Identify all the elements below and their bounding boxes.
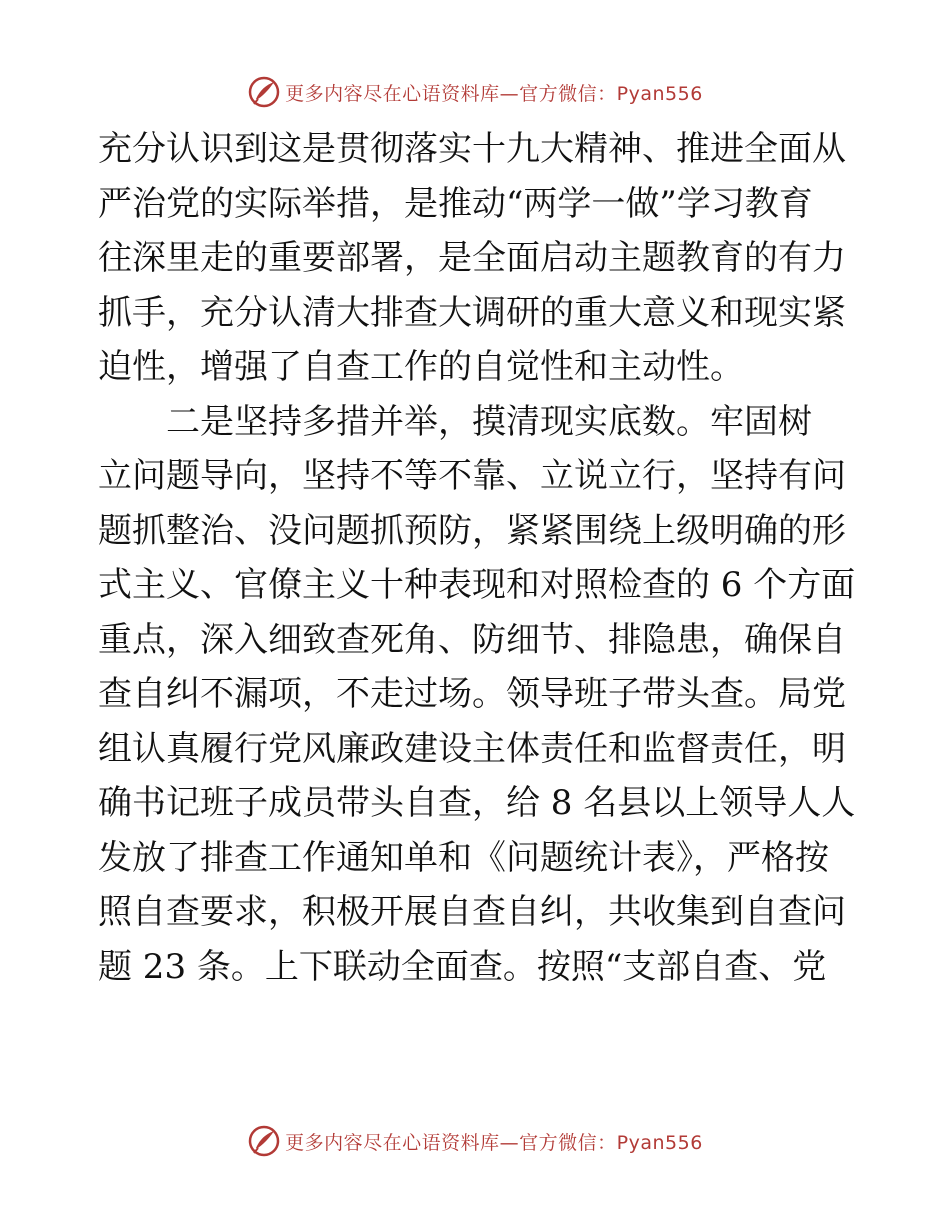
paragraph-2-line: 组认真履行党风廉政建设主体责任和监督责任，明	[98, 728, 846, 769]
paragraph-1-line: 往深里走的重要部署，是全面启动主题教育的有力	[98, 238, 846, 278]
paragraph-2-line: 式主义、官僚主义十种表现和对照检查的 6 个方面	[98, 565, 856, 605]
paragraph-2-line: 重点，深入细致查死角、防细节、排隐患，确保自	[98, 619, 846, 660]
paragraph-1-line: 严治党的实际举措，是推动“两学一做”学习教育	[98, 183, 813, 224]
paragraph-2-line: 立问题导向，坚持不等不靠、立说立行，坚持有问	[98, 456, 846, 496]
paragraph-2-line: 照自查要求，积极开展自查自纠，共收集到自查问	[98, 892, 846, 932]
paragraph-2-line: 题 23 条。上下联动全面查。按照“支部自查、党	[98, 946, 827, 987]
paragraph-2-line: 二是坚持多措并举，摸清现实底数。牢固树	[166, 401, 812, 442]
paragraph-2-line: 发放了排查工作通知单和《问题统计表》，严格按	[98, 837, 829, 878]
paragraph-1-line: 迫性，增强了自查工作的自觉性和主动性。	[98, 347, 744, 387]
watermark-text: 更多内容尽在心语资料库—官方微信：Pyan556	[285, 82, 703, 105]
feather-pen-logo-icon	[247, 1124, 281, 1158]
paragraph-2-line: 题抓整治、没问题抓预防，紧紧围绕上级明确的形	[98, 510, 846, 551]
feather-pen-logo-icon	[247, 75, 281, 109]
watermark-text: 更多内容尽在心语资料库—官方微信：Pyan556	[285, 1131, 703, 1154]
header-watermark	[0, 72, 950, 112]
paragraph-1-line: 抓手，充分认清大排查大调研的重大意义和现实紧	[98, 292, 846, 333]
footer-watermark	[0, 1121, 950, 1161]
paragraph-2-line: 查自纠不漏项，不走过场。领导班子带头查。局党	[98, 674, 846, 714]
paragraph-2-line: 确书记班子成员带头自查，给 8 名县以上领导人人	[98, 783, 856, 823]
paragraph-1-line: 充分认识到这是贯彻落实十九大精神、推进全面从	[98, 129, 846, 169]
document-body	[98, 122, 858, 994]
